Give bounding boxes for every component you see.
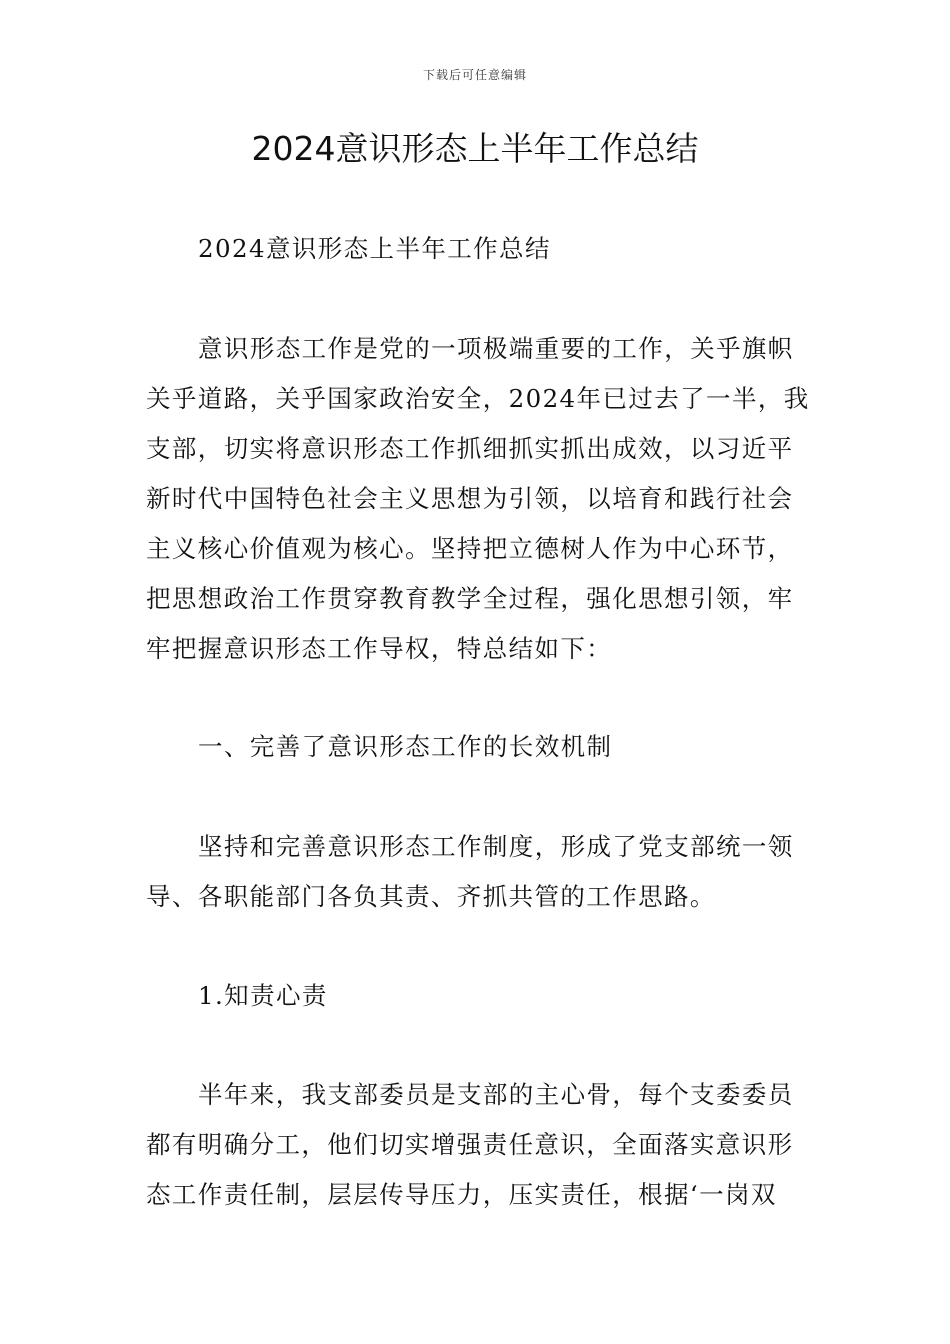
paragraph-section-1 xyxy=(146,822,810,922)
paragraph-line: 半年来，我支部委员是支部的主心骨，每个支委委员 xyxy=(198,1080,794,1109)
document-title: 2024意识形态上半年工作总结 xyxy=(251,129,699,168)
paragraph-line: 1.知责心责 xyxy=(198,981,328,1010)
section-heading-1 xyxy=(146,722,810,772)
paragraph-line: 都有明确分工，他们切实增强责任意识，全面落实意识形 xyxy=(146,1130,794,1159)
paragraph-line: 2024意识形态上半年工作总结 xyxy=(198,234,551,263)
paragraph-subtitle xyxy=(146,224,810,274)
paragraph-line: 坚持和完善意识形态工作制度，形成了党支部统一领 xyxy=(198,832,794,861)
paragraph-line: 牢把握意识形态工作导权，特总结如下： xyxy=(146,634,613,663)
paragraph-line: 导、各职能部门各负其责、齐抓共管的工作思路。 xyxy=(146,882,716,911)
paragraph-subsection-1 xyxy=(146,1070,810,1220)
paragraph-line: 主义核心价值观为核心。坚持把立德树人作为中心环节， xyxy=(146,534,794,563)
paragraph-line: 支部，切实将意识形态工作抓细抓实抓出成效，以习近平 xyxy=(146,434,794,463)
paragraph-line: 关乎道路，关乎国家政治安全，2024年已过去了一半，我 xyxy=(146,384,810,413)
subsection-heading-1 xyxy=(146,971,810,1021)
paragraph-line: 一、完善了意识形态工作的长效机制 xyxy=(198,732,613,761)
paragraph-line: 把思想政治工作贯穿教育教学全过程，强化思想引领，牢 xyxy=(146,584,794,613)
paragraph-intro xyxy=(146,324,810,674)
paragraph-line: 态工作责任制，层层传导压力，压实责任，根据‘一岗双 xyxy=(146,1180,777,1209)
paragraph-line: 意识形态工作是党的一项极端重要的工作，关乎旗帜 xyxy=(198,334,794,363)
header-note: 下载后可任意编辑 xyxy=(422,68,527,82)
paragraph-line: 新时代中国特色社会主义思想为引领，以培育和践行社会 xyxy=(146,484,794,513)
